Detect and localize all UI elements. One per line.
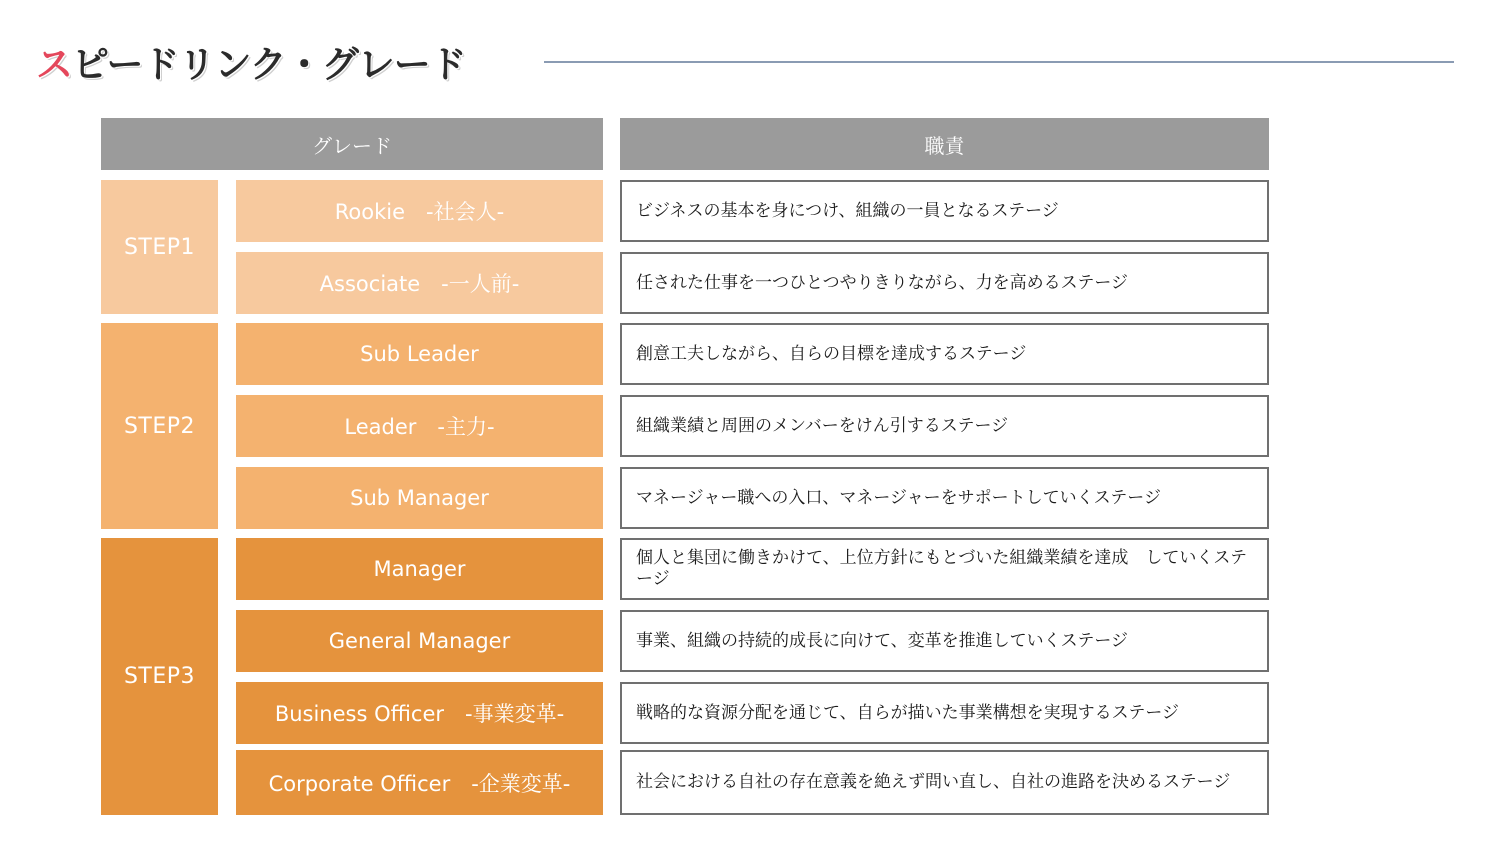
page-title	[36, 34, 466, 88]
step3-label: STEP3	[101, 538, 218, 815]
page-title-accent-char: ス	[36, 43, 72, 86]
grade-associate: Associate -一人前-	[236, 252, 603, 314]
grade-business-officer: Business Officer -事業変革-	[236, 682, 603, 744]
duty-corporate-officer: 社会における自社の存在意義を絶えず問い直し、自社の進路を決めるステージ	[620, 750, 1269, 815]
grade-manager: Manager	[236, 538, 603, 600]
grade-sub-leader: Sub Leader	[236, 323, 603, 385]
duty-rookie: ビジネスの基本を身につけ、組織の一員となるステージ	[620, 180, 1269, 242]
grade-rookie: Rookie -社会人-	[236, 180, 603, 242]
grade-corporate-officer: Corporate Officer -企業変革-	[236, 750, 603, 815]
duty-associate: 任された仕事を一つひとつやりきりながら、力を高めるステージ	[620, 252, 1269, 314]
step2-label: STEP2	[101, 323, 218, 529]
duty-manager: 個人と集団に働きかけて、上位方針にもとづいた組織業績を達成 していくステージ	[620, 538, 1269, 600]
grade-general-manager: General Manager	[236, 610, 603, 672]
duty-sub-manager: マネージャー職への入口、マネージャーをサポートしていくステージ	[620, 467, 1269, 529]
duty-column-header: 職責	[620, 118, 1269, 170]
step1-label: STEP1	[101, 180, 218, 314]
duty-general-manager: 事業、組織の持続的成長に向けて、変革を推進していくステージ	[620, 610, 1269, 672]
duty-sub-leader: 創意工夫しながら、自らの目標を達成するステージ	[620, 323, 1269, 385]
grade-sub-manager: Sub Manager	[236, 467, 603, 529]
grade-leader: Leader -主力-	[236, 395, 603, 457]
duty-leader: 組織業績と周囲のメンバーをけん引するステージ	[620, 395, 1269, 457]
page-title-text: ピードリンク・グレード	[72, 43, 466, 86]
grade-column-header: グレード	[101, 118, 603, 170]
title-divider	[544, 61, 1454, 63]
duty-business-officer: 戦略的な資源分配を通じて、自らが描いた事業構想を実現するステージ	[620, 682, 1269, 744]
